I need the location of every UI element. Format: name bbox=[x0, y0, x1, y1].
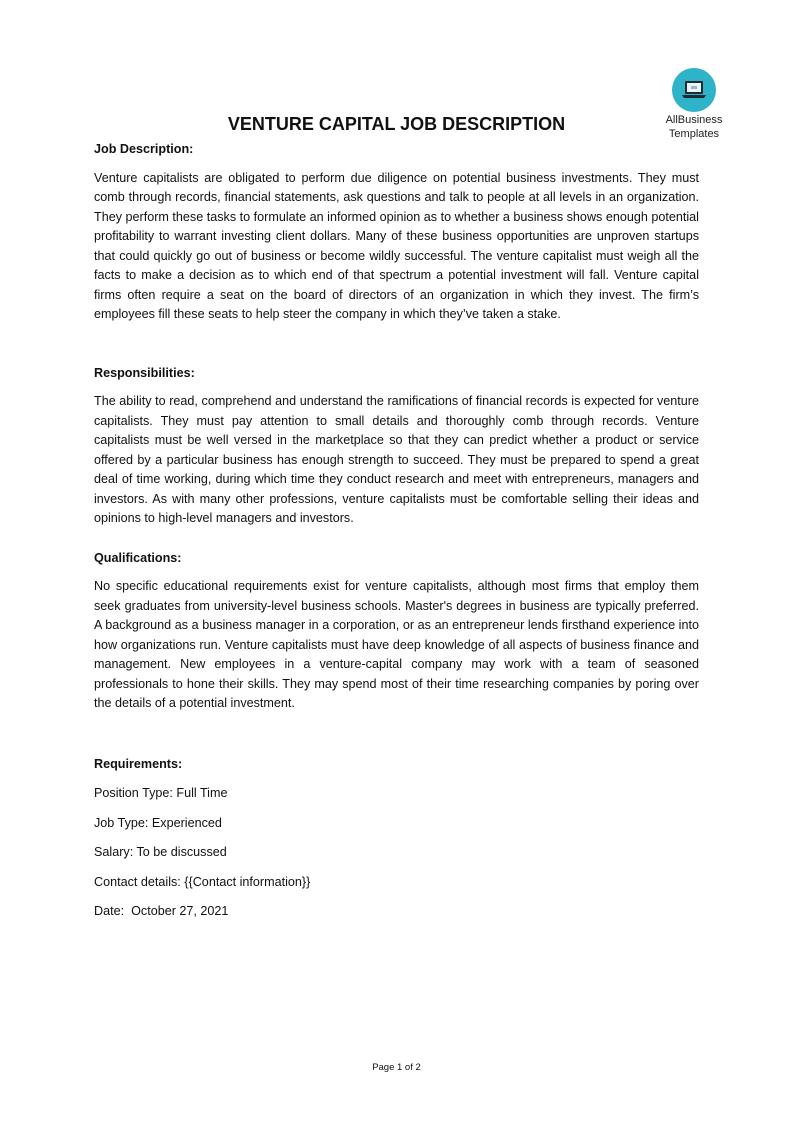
document-body bbox=[94, 140, 699, 922]
position-type: Position Type: Full Time bbox=[94, 786, 228, 800]
responsibilities-heading: Responsibilities: bbox=[94, 365, 195, 380]
laptop-icon bbox=[672, 68, 716, 112]
logo-text-line1: AllBusiness bbox=[665, 114, 723, 126]
job-description-text: Venture capitalists are obligated to perform due diligence on potential business investments. They must comb through records, financial statements, ask questions and talk to people at all levels in an organization. They perform these tasks to formulate an informed opinion as to whether a business shows enough potential profitability to warrant investing client dollars. Many of these business opportunities are unproven startups that could quickly go out of business or become wildly successful. The venture capitalist must weigh all the facts to make a decision as to which end of that spectrum a potential investment will fall. Venture capital firms often require a seat on the board of directors of an organization in which they invest. The firm’s employees fill these seats to help steer the company in which they’ve taken a stake. bbox=[94, 170, 699, 321]
salary: Salary: To be discussed bbox=[94, 845, 227, 859]
job-description-heading: Job Description: bbox=[94, 142, 194, 156]
page-number: Page 1 of 2 bbox=[372, 1062, 421, 1073]
contact-details: Contact details: {{Contact information}} bbox=[94, 874, 311, 889]
logo-text-line2: Templates bbox=[668, 128, 720, 140]
requirements-heading: Requirements: bbox=[94, 756, 183, 771]
job-type: Job Type: Experienced bbox=[94, 815, 222, 830]
page-title: VENTURE CAPITAL JOB DESCRIPTION bbox=[227, 114, 566, 134]
qualifications-text: No specific educational requirements exist for venture capitalists, although most firms that employ them seek graduates from university-level business schools. Master's degrees in business are typically preferred. A background as a business manager in a corporation, or as an entrepreneur lends firsthand experience into how organizations run. Venture capitalists must have deep knowledge of all aspects of business finance and management. New employees in a venture-capital company may work with a team of seasoned professionals to hone their skills. They may spend most of their time researching companies by poring over the details of a potential investment. bbox=[94, 579, 699, 710]
responsibilities-text: The ability to read, comprehend and understand the ramifications of financial records is expected for venture capitalists. They must pay attention to small details and thoroughly comb through records. Venture capitalists must be well versed in the marketplace so that they can predict whether a product or service offered by a particular business has enough strength to succeed. They must be prepared to spend a great deal of time working, during which time they conduct research and meet with entrepreneurs, managers and investors. As with many other professions, venture capitalists must be comfortable selling their ideas and opinions to high-level managers and investors. bbox=[94, 394, 699, 525]
qualifications-heading: Qualifications: bbox=[94, 550, 182, 565]
date: Date: October 27, 2021 bbox=[94, 904, 229, 918]
